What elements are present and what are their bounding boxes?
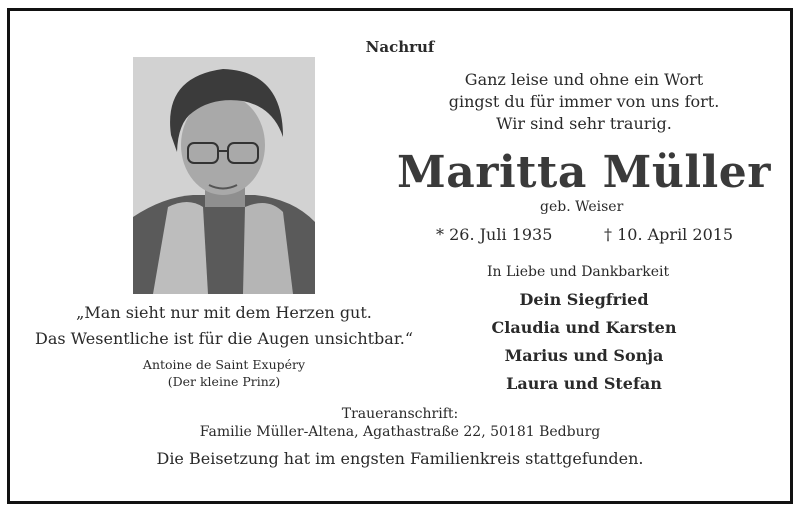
deceased-name: Maritta Müller (397, 147, 771, 198)
quote-line: Das Wesentliche ist für die Augen unsichtbar.“ (35, 329, 413, 348)
quote-source: (Der kleine Prinz) (167, 374, 281, 389)
mourner-name: Laura und Stefan (506, 374, 662, 393)
address-label: Traueranschrift: (341, 406, 459, 422)
mourner-name: Marius und Sonja (504, 346, 664, 365)
funeral-note: Die Beisetzung hat im engsten Familienkreis stattgefunden. (156, 449, 644, 468)
mourner-name: Claudia und Karsten (491, 318, 677, 337)
verse-line: Ganz leise und ohne ein Wort (464, 70, 704, 89)
portrait-photo (133, 57, 315, 294)
address-line: Familie Müller-Altena, Agathastraße 22, 50181 Bedburg (199, 424, 601, 440)
mourners-intro: In Liebe und Dankbarkeit (487, 264, 670, 280)
birth-name: geb. Weiser (540, 199, 624, 215)
quote-line: „Man sieht nur mit dem Herzen gut. (76, 303, 372, 322)
verse-line: Wir sind sehr traurig. (496, 114, 672, 133)
birth-date: * 26. Juli 1935 (436, 225, 553, 244)
verse-line: gingst du für immer von uns fort. (448, 92, 720, 111)
notice-heading: Nachruf (365, 38, 435, 56)
death-date: † 10. April 2015 (604, 225, 734, 244)
mourner-name: Dein Siegfried (519, 290, 649, 309)
quote-author: Antoine de Saint Exupéry (142, 357, 306, 372)
